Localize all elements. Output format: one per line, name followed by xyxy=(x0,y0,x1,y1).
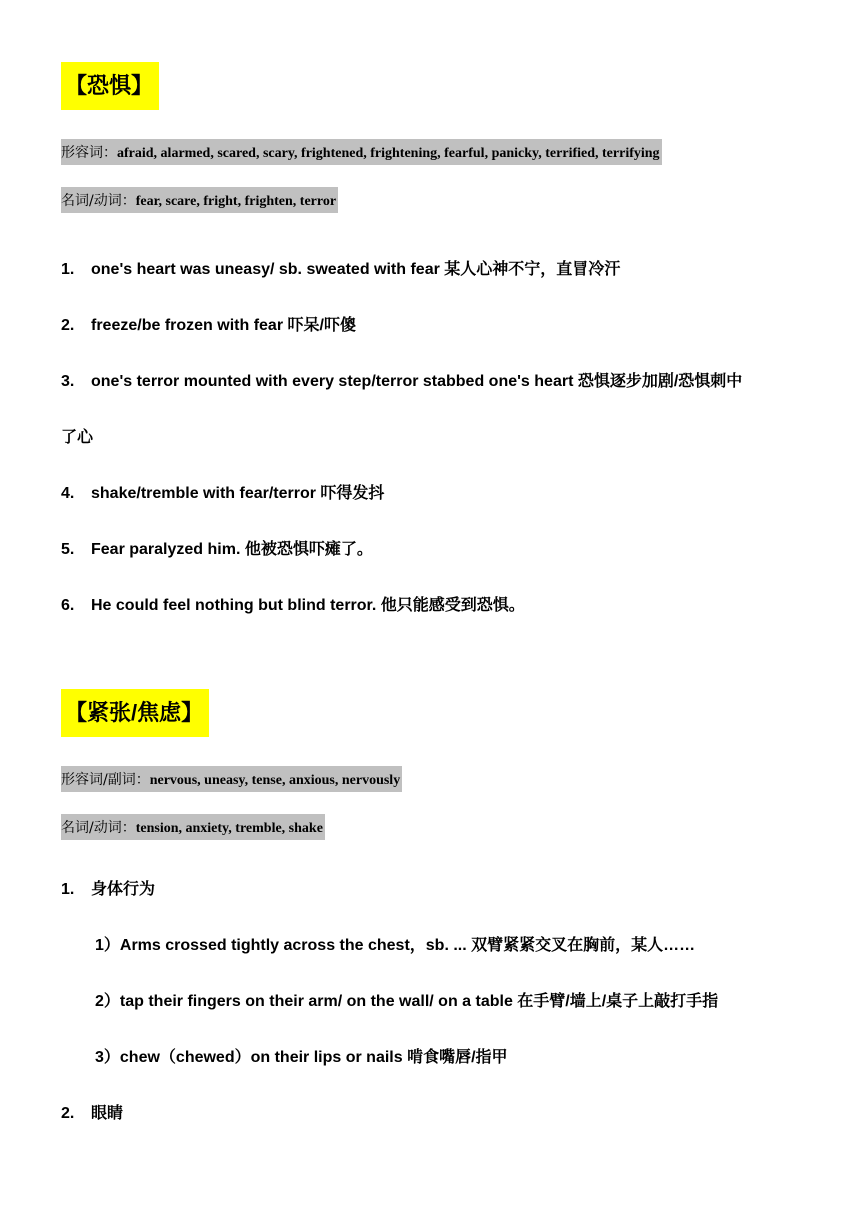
sub-list-item: 2）tap their fingers on their arm/ on the wall/ on a table 在手臂/墙上/桌子上敲打手指 xyxy=(95,993,719,1010)
list-item-number: 4. xyxy=(61,485,75,502)
list-item xyxy=(61,259,620,281)
list-item-number: 2. xyxy=(61,1105,75,1122)
sub-list-item: 1）Arms crossed tightly across the chest，sb. ... 双臂紧紧交叉在胸前，某人…… xyxy=(95,937,696,954)
list-item-number: 5. xyxy=(61,541,75,558)
list-item xyxy=(61,371,742,393)
noun-verb-word-list xyxy=(61,187,338,213)
list-item xyxy=(61,483,384,505)
section-heading-anxiety: 【紧张/焦虑】 xyxy=(61,689,209,737)
list-item-number: 6. xyxy=(61,597,75,614)
noun-verb-label: 名词/动词： xyxy=(61,820,136,836)
list-item-text: 身体行为 xyxy=(91,881,156,898)
list-item-text: one's heart was uneasy/ sb. sweated with fear 某人心神不宁，直冒冷汗 xyxy=(91,261,621,278)
adjective-word-list xyxy=(61,139,662,165)
noun-verb-word-list xyxy=(61,814,325,840)
adjective-words: afraid, alarmed, scared, scary, frightened, frightening, fearful, panicky, terrified, terrifying xyxy=(117,146,660,161)
list-item-text: Fear paralyzed him. 他被恐惧吓瘫了。 xyxy=(91,541,373,558)
adjective-label: 形容词： xyxy=(61,145,117,161)
adjective-adverb-words: nervous, uneasy, tense, anxious, nervously xyxy=(149,773,401,788)
list-item-text: He could feel nothing but blind terror. 他只能感受到恐惧。 xyxy=(91,597,525,614)
list-item-number: 2. xyxy=(61,317,75,334)
sub-list-item: 3）chew（chewed）on their lips or nails 啃食嘴唇/指甲 xyxy=(95,1049,508,1066)
list-item-continuation: 了心 xyxy=(61,429,94,446)
list-item-text: 眼睛 xyxy=(91,1105,124,1122)
noun-verb-words: tension, anxiety, tremble, shake xyxy=(135,821,323,836)
noun-verb-label: 名词/动词： xyxy=(61,193,136,209)
list-item xyxy=(61,1103,123,1125)
list-item xyxy=(61,539,373,561)
list-item xyxy=(61,879,155,901)
list-item xyxy=(61,315,356,337)
list-item-text: freeze/be frozen with fear 吓呆/吓傻 xyxy=(91,317,356,334)
list-item xyxy=(61,595,525,617)
list-item-number: 1. xyxy=(61,881,75,898)
list-item-text: shake/tremble with fear/terror 吓得发抖 xyxy=(91,485,385,502)
list-item-text: one's terror mounted with every step/terror stabbed one's heart 恐惧逐步加剧/恐惧刺中 xyxy=(91,373,743,390)
adjective-adverb-label: 形容词/副词： xyxy=(61,772,150,788)
list-item-number: 3. xyxy=(61,373,75,390)
adjective-adverb-word-list xyxy=(61,766,402,792)
list-item-number: 1. xyxy=(61,261,75,278)
noun-verb-words: fear, scare, fright, frighten, terror xyxy=(135,194,337,209)
section-heading-fear: 【恐惧】 xyxy=(61,62,159,110)
